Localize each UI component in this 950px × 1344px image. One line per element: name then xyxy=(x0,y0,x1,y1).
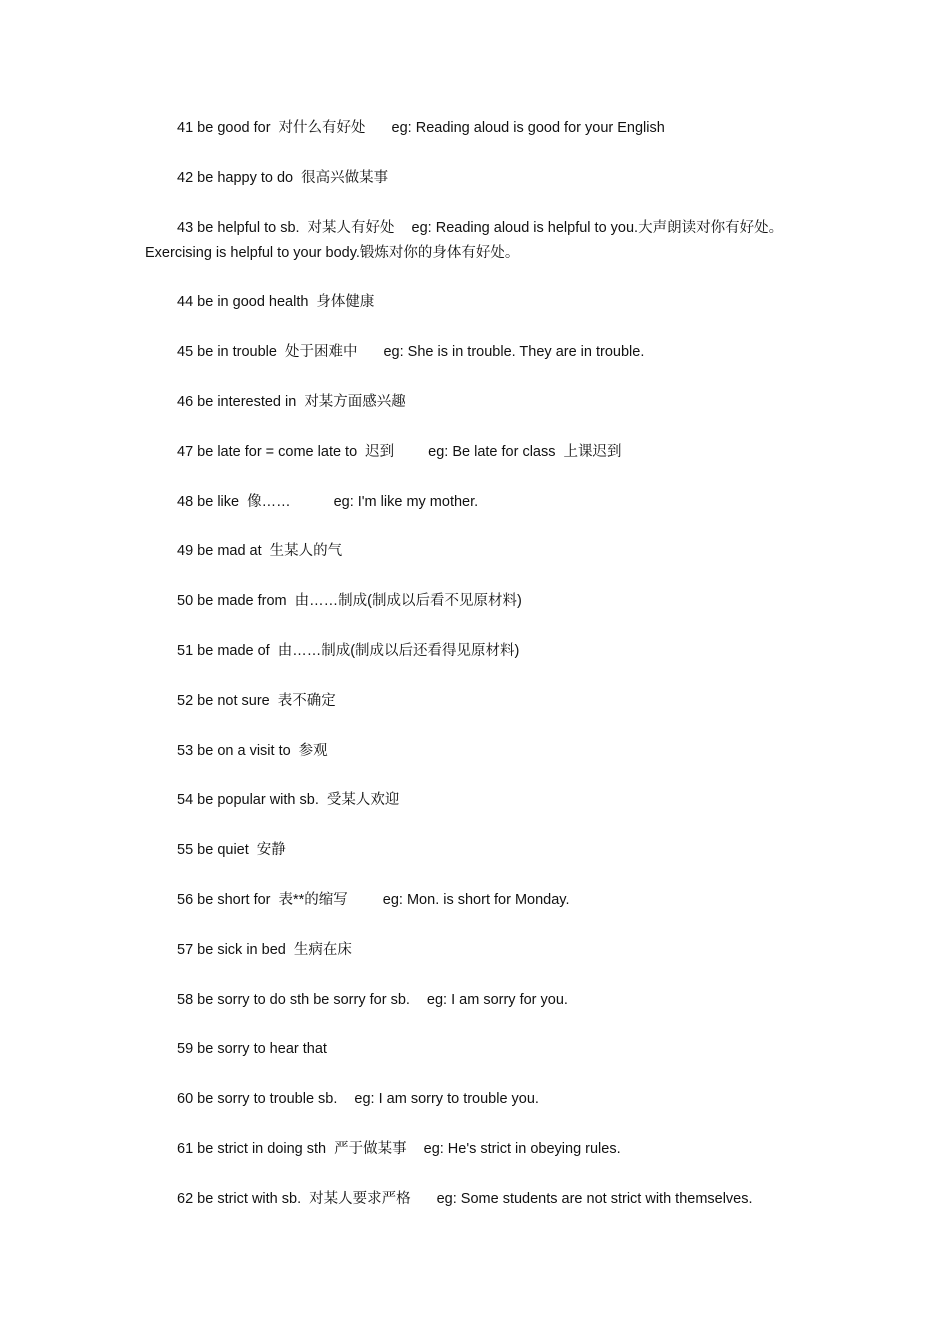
example: eg: I'm like my mother. xyxy=(333,493,479,510)
phrase: 58 be sorry to do sth be sorry for sb. xyxy=(177,991,410,1008)
list-item xyxy=(145,539,815,564)
list-item xyxy=(145,1137,815,1162)
phrase: 50 be made from xyxy=(177,593,287,610)
example: eg: She is in trouble. They are in trouble. xyxy=(383,344,645,361)
example: eg: Reading aloud is helpful to you.大声朗读对你有好处。Exercising is helpful to your body.锻炼对你的身体有好处。 xyxy=(145,219,784,261)
list-item xyxy=(145,838,815,863)
list-item xyxy=(145,390,815,415)
list-item xyxy=(145,440,815,465)
phrase: 57 be sick in bed xyxy=(177,941,286,958)
example: eg: He's strict in obeying rules. xyxy=(423,1140,621,1157)
phrase-list xyxy=(145,116,815,1237)
list-item xyxy=(145,290,815,315)
meaning: 像…… xyxy=(247,493,291,510)
phrase: 48 be like xyxy=(177,493,240,510)
example: eg: I am sorry for you. xyxy=(426,991,568,1008)
list-item xyxy=(145,788,815,813)
list-item xyxy=(145,116,815,141)
phrase: 49 be mad at xyxy=(177,543,262,560)
phrase: 54 be popular with sb. xyxy=(177,792,319,809)
phrase: 44 be in good health xyxy=(177,294,309,311)
phrase: 46 be interested in xyxy=(177,393,297,410)
meaning: 身体健康 xyxy=(316,294,375,311)
list-item xyxy=(145,589,815,614)
phrase: 55 be quiet xyxy=(177,842,249,859)
list-item xyxy=(145,689,815,714)
phrase: 43 be helpful to sb. xyxy=(177,219,300,236)
meaning: 由……制成(制成以后还看得见原材料) xyxy=(277,642,520,659)
phrase: 62 be strict with sb. xyxy=(177,1190,302,1207)
list-item xyxy=(145,166,815,191)
list-item xyxy=(145,216,815,266)
phrase: 51 be made of xyxy=(177,642,270,659)
phrase: 59 be sorry to hear that xyxy=(177,1041,327,1058)
example: eg: Be late for class xyxy=(428,443,556,460)
meaning: 表不确定 xyxy=(277,692,336,709)
example-translation: 上课迟到 xyxy=(563,443,622,460)
phrase: 45 be in trouble xyxy=(177,344,277,361)
meaning: 对某人要求严格 xyxy=(309,1190,411,1207)
meaning: 参观 xyxy=(298,742,328,759)
list-item xyxy=(145,1187,815,1212)
list-item xyxy=(145,340,815,365)
example: eg: I am sorry to trouble you. xyxy=(354,1091,539,1108)
phrase: 41 be good for xyxy=(177,120,271,136)
phrase: 52 be not sure xyxy=(177,692,270,709)
meaning: 受某人欢迎 xyxy=(326,792,400,809)
list-item xyxy=(145,490,815,515)
list-item xyxy=(145,1087,815,1112)
phrase: 60 be sorry to trouble sb. xyxy=(177,1091,338,1108)
meaning: 安静 xyxy=(256,842,286,859)
example: eg: Some students are not strict with themselves. xyxy=(436,1190,753,1207)
phrase: 47 be late for = come late to xyxy=(177,443,358,460)
meaning: 很高兴做某事 xyxy=(301,169,389,186)
example: eg: Mon. is short for Monday. xyxy=(382,891,570,908)
phrase: 56 be short for xyxy=(177,891,271,908)
meaning: 表**的缩写 xyxy=(278,891,348,908)
phrase: 42 be happy to do xyxy=(177,169,294,186)
list-item xyxy=(145,639,815,664)
meaning: 由……制成(制成以后看不见原材料) xyxy=(294,593,522,610)
phrase: 61 be strict in doing sth xyxy=(177,1140,327,1157)
list-item xyxy=(145,988,815,1013)
meaning: 生某人的气 xyxy=(269,543,343,560)
meaning: 严于做某事 xyxy=(334,1140,407,1157)
meaning: 迟到 xyxy=(365,443,395,460)
example: eg: Reading aloud is good for your English xyxy=(391,120,665,136)
list-item xyxy=(145,1037,815,1062)
meaning: 对什么有好处 xyxy=(278,120,366,136)
list-item xyxy=(145,938,815,963)
list-item xyxy=(145,739,815,764)
meaning: 对某人有好处 xyxy=(307,219,395,236)
phrase: 53 be on a visit to xyxy=(177,742,291,759)
meaning: 处于困难中 xyxy=(284,344,358,361)
meaning: 生病在床 xyxy=(293,941,352,958)
list-item xyxy=(145,888,815,913)
meaning: 对某方面感兴趣 xyxy=(304,393,406,410)
